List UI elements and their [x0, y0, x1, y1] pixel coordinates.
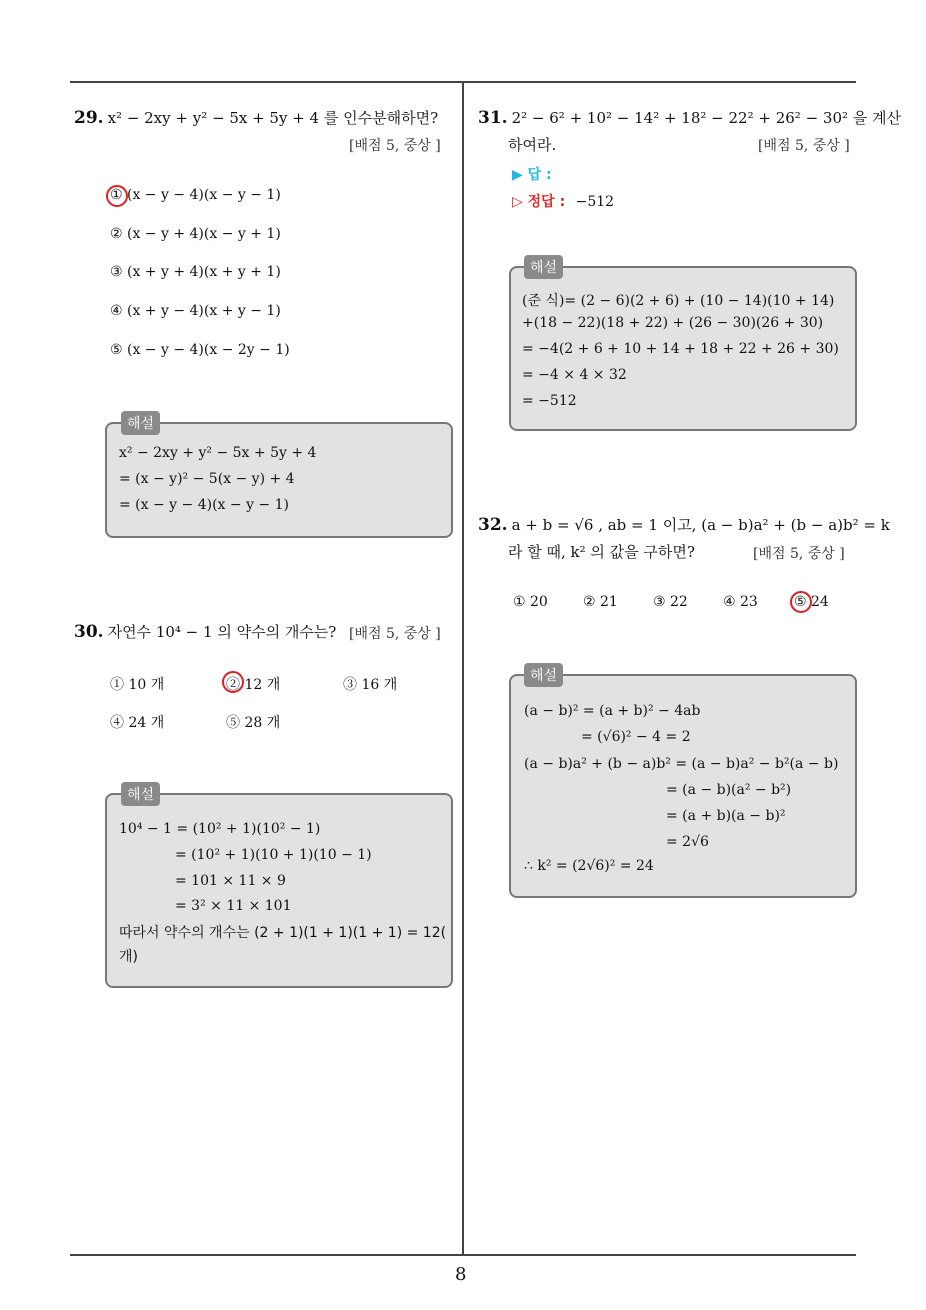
q32-choice-1[interactable]: ① 20 [513, 594, 548, 610]
q30-text: 자연수 10⁴ − 1 의 약수의 개수는? [107, 623, 337, 641]
q32-solution-line-3: (a − b)a² + (b − a)b² = (a − b)a² − b²(a − b) [524, 756, 839, 772]
q30-choice-1[interactable]: ① 10 개 [110, 677, 165, 693]
q31-text-1: 2² − 6² + 10² − 14² + 18² − 22² + 26² − 30² 을 계산 [511, 109, 902, 127]
q31-solution-line-1: (준 식)= (2 − 6)(2 + 6) + (10 − 14)(10 + 14) [522, 293, 835, 309]
q31-meta: [배점 5, 중상 ] [758, 138, 850, 154]
q31-text-2: 하여라. [508, 136, 557, 154]
q30-solution-line-3: = 101 × 11 × 9 [175, 873, 286, 889]
q32-number: 32. [478, 515, 508, 535]
q31-number: 31. [478, 108, 508, 128]
q32-solution-line-6: = 2√6 [666, 834, 709, 850]
page-number: 8 [455, 1264, 467, 1285]
q32-choice-3[interactable]: ③ 22 [653, 594, 688, 610]
q30-solution-line-5: 따라서 약수의 개수는 (2 + 1)(1 + 1)(1 + 1) = 12( [119, 925, 447, 941]
q31-header-line-1 [478, 107, 901, 129]
q29-choice-1[interactable]: ① (x − y − 4)(x − y − 1) [110, 187, 281, 203]
q30-solution-line-1: 10⁴ − 1 = (10² + 1)(10² − 1) [119, 821, 321, 837]
q30-solution-line-4: = 3² × 11 × 101 [175, 898, 292, 914]
q31-correct-row [512, 191, 614, 211]
q29-choice-2[interactable]: ② (x − y + 4)(x − y + 1) [110, 226, 281, 242]
q31-answer-label: ▶ 답 : [512, 167, 552, 183]
q32-header-line-1 [478, 514, 890, 536]
q30-number: 30. [74, 622, 104, 642]
q31-solution-line-2: +(18 − 22)(18 + 22) + (26 − 30)(26 + 30) [522, 315, 824, 331]
q31-solution-line-5: = −512 [522, 393, 577, 409]
q29-solution-line-3: = (x − y − 4)(x − y − 1) [119, 497, 289, 513]
q30-choice-2[interactable]: ② 12 개 [226, 677, 281, 693]
q31-solution-line-3: = −4(2 + 6 + 10 + 14 + 18 + 22 + 26 + 30) [522, 341, 839, 357]
q32-solution-tag: 해설 [524, 663, 563, 687]
q30-choice-4[interactable]: ④ 24 개 [110, 715, 165, 731]
q31-solution-line-4: = −4 × 4 × 32 [522, 367, 627, 383]
q29-choice-3[interactable]: ③ (x + y + 4)(x + y + 1) [110, 264, 281, 280]
q29-solution-line-1: x² − 2xy + y² − 5x + 5y + 4 [119, 445, 317, 461]
q30-solution-line-6: 개) [119, 949, 138, 965]
q32-solution-line-4: = (a − b)(a² − b²) [666, 782, 792, 798]
q32-solution-line-2: = (√6)² − 4 = 2 [581, 729, 691, 745]
q31-correct-value: −512 [575, 194, 615, 210]
q29-solution-tag: 해설 [121, 411, 160, 435]
q32-choice-5[interactable]: ⑤ 24 [794, 594, 829, 610]
column-divider [462, 82, 464, 1256]
q32-meta: [배점 5, 중상 ] [753, 546, 845, 562]
q30-solution-line-2: = (10² + 1)(10 + 1)(10 − 1) [175, 847, 372, 863]
q30-choice-5[interactable]: ⑤ 28 개 [226, 715, 281, 731]
q29-number: 29. [74, 108, 104, 128]
q29-text: x² − 2xy + y² − 5x + 5y + 4 를 인수분해하면? [107, 109, 439, 127]
q29-header [74, 107, 438, 129]
q30-header [74, 621, 336, 643]
q32-solution-line-5: = (a + b)(a − b)² [666, 808, 786, 824]
q32-text-1: a + b = √6 , ab = 1 이고, (a − b)a² + (b − a)b² = k [511, 516, 890, 534]
q32-choice-2[interactable]: ② 21 [583, 594, 618, 610]
q29-choice-4[interactable]: ④ (x + y − 4)(x + y − 1) [110, 303, 281, 319]
q31-correct-label: ▷ 정답 : [512, 194, 566, 210]
q30-choice-3[interactable]: ③ 16 개 [343, 677, 398, 693]
q32-text-2: 라 할 때, k² 의 값을 구하면? [508, 543, 695, 561]
q30-solution-tag: 해설 [121, 782, 160, 806]
q31-solution-tag: 해설 [524, 255, 563, 279]
q32-solution-line-1: (a − b)² = (a + b)² − 4ab [524, 703, 701, 719]
q30-meta: [배점 5, 중상 ] [349, 626, 441, 642]
q29-choice-5[interactable]: ⑤ (x − y − 4)(x − 2y − 1) [110, 342, 290, 358]
bottom-rule [70, 1254, 856, 1256]
q29-meta: [배점 5, 중상 ] [349, 138, 441, 154]
q32-solution-line-7: ∴ k² = (2√6)² = 24 [524, 858, 654, 874]
q32-choice-4[interactable]: ④ 23 [723, 594, 758, 610]
q29-solution-line-2: = (x − y)² − 5(x − y) + 4 [119, 471, 295, 487]
